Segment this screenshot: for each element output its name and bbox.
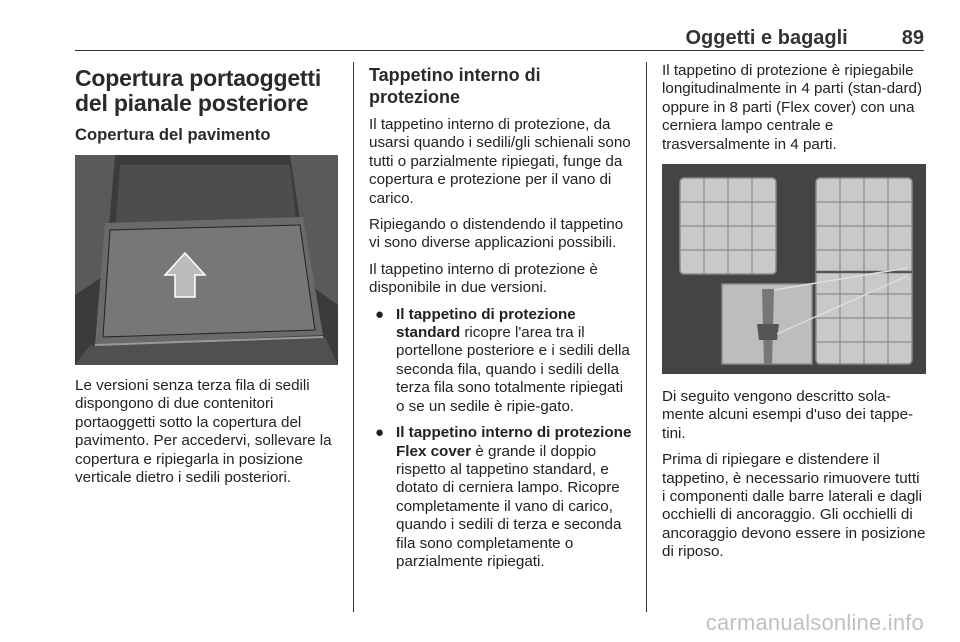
- section-heading-mat: Tappetino interno di protezione: [369, 65, 541, 107]
- cargo-floor-illustration: [75, 155, 338, 365]
- body-paragraph: Il tappetino interno di protezione, da usarsi quando i sedili/gli schienali sono tutti o parzialmente ripiegati, funge da copertura e protezione per il vano di carico.: [369, 116, 631, 207]
- section-title: Oggetti e bagagli: [685, 27, 848, 49]
- body-paragraph: Ripiegando o distendendo il tappetino vi sono diverse applicazioni possibili.: [369, 216, 624, 252]
- column-divider-1: [353, 62, 354, 612]
- watermark: carmanualsonline.info: [705, 610, 924, 635]
- list-item: [369, 306, 632, 416]
- list-item-text: ricopre l'area tra il portellone posteriore e i sedili della seconda fila, quando i sedili della terza fila sono totalmente ripiegati o se un sedile è ripie-gato.: [396, 324, 630, 415]
- column-1: [75, 62, 337, 495]
- bullet-icon: ●: [375, 305, 385, 323]
- header-rule: [75, 50, 924, 51]
- column-2: [369, 62, 632, 579]
- column-divider-2: [646, 62, 647, 612]
- bullet-list: [369, 306, 632, 572]
- body-paragraph: Il tappetino di protezione è ripiegabile longitudinalmente in 4 parti (stan-dard) oppure in 8 parti (Flex cover) con una cerniera lampo centrale e trasversalmente in 4 parti.: [662, 62, 923, 153]
- column-3: [662, 62, 926, 570]
- subsection-heading: Copertura del pavimento: [75, 125, 271, 144]
- bullet-icon: ●: [375, 424, 385, 442]
- mat-zipper-illustration: [662, 164, 926, 374]
- list-item-term: Il tappetino di protezione standard: [396, 305, 576, 342]
- body-paragraph: Di seguito vengono descritto sola-mente alcuni esempi d'uso dei tappe-tini.: [662, 388, 914, 442]
- page-header: [75, 27, 924, 51]
- mat-folding-figure: [662, 164, 926, 374]
- cargo-floor-photo: [75, 155, 338, 365]
- list-item: [369, 424, 632, 571]
- body-paragraph: Prima di ripiegare e distendere il tappetino, è necessario rimuovere tutti i componenti dalle barre laterali e dagli occhielli di ancoraggio. Gli occhielli di ancoraggio devono essere in posizione di riposo.: [662, 451, 926, 561]
- body-paragraph: Le versioni senza terza fila di sedili dispongono di due contenitori portaoggetti sotto la copertura del pavimento. Per accedervi, sollevare la copertura e ripiegarla in posizione verticale dietro i sedili posteriori.: [75, 377, 332, 487]
- list-item-text: è grande il doppio rispetto al tappetino standard, e dotato di cerniera lampo. Ricopre completamente il vano di carico, quando i sedili di terza e seconda fila sono completamente o parzialmente ripiegati.: [396, 442, 622, 570]
- page-number: 89: [901, 27, 924, 49]
- list-item-term: Il tappetino interno di protezione Flex cover: [396, 424, 632, 460]
- body-paragraph: Il tappetino interno di protezione è disponibile in due versioni.: [369, 260, 598, 297]
- section-heading: Copertura portaoggetti del pianale posteriore: [75, 65, 322, 116]
